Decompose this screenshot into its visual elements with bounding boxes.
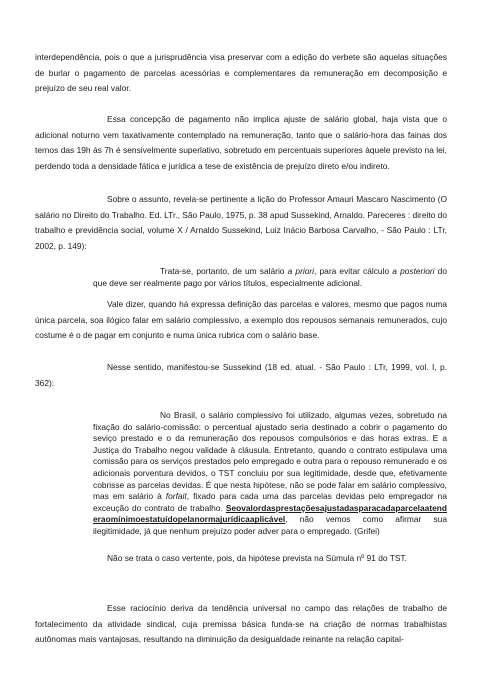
- quote-2-text-a: No Brasil, o salário complessivo foi utilizado, algumas vezes, sobretudo na fixação do salário-comissão: o percentual ajustado seria destinado a cobrir o pagamento do seviço prestado e o da remuneração dos repousos compulsórios e das horas extras. E a Justiça do Trabalho negou validade à cláusula. Entretanto, quando o contrato estipulava uma comissão para os serviços prestados pelo empregado e outra para o repouso remunerado e os adicionais porventura devidos, o TST concluiu por sua legitimidade, desde que, efetivamente cobrisse as parcelas devidas. É que nesta hipótese, não se pode falar em salário complessivo, mas em salário à: [93, 410, 447, 502]
- quote-1-italic-a-posteriori: a posteriori: [392, 266, 435, 276]
- quote-1-text-a: Trata-se, portanto, de um salário: [160, 266, 288, 276]
- paragraph-4: Vale dizer, quando há expressa definição das parcelas e valores, mesmo que pagos numa única parcela, soa ilógico falar em salário complessivo, a exemplo dos repousos semanais remunerados, cujo costume é o de pagar em conjunto e numa única rubrica com o salário base.: [35, 299, 447, 341]
- paragraph-7: Esse raciocínio deriva da tendência universal no campo das relações de trabalho de fortalecimento da atividade sindical, cuja premissa básica funda-se na criação de normas trabalhistas autônomas mais vantajosas, resultando na diminuição da desigualdade reinante na relação capital-: [35, 603, 447, 645]
- paragraph-2: Essa concepção de pagamento não implica ajuste de salário global, haja vista que o adicional noturno vem taxativamente contemplado na remuneração, tanto que o salário-hora das fainas dos ternos das 19h às 7h é sensivelmente superlativo, sobretudo em percentuais superiores àquele previsto na lei, perdendo toda a densidade fática e jurídica a tese de existência de prejuízo direto e/ou indireto.: [35, 114, 447, 171]
- paragraph-1: interdependência, pois o que a jurisprudência visa preservar com a edição do verbete são aquelas situações de burlar o pagamento de parcelas acessórias e complementares da remuneração em decomposição e prejuízo de seu real valor.: [35, 52, 447, 94]
- paragraph-6: Não se trata o caso vertente, pois, da hipótese prevista na Súmula nº 91 do TST.: [107, 553, 407, 563]
- block-quote-1: [93, 266, 447, 289]
- block-quote-2: [93, 410, 447, 538]
- quote-2-text-c: , fixado para cada uma das parcelas devidas pelo empregador na exceução do contrato de trabalho.: [93, 491, 447, 513]
- quote-2-text-e: , não vemos como afirmar sua ilegitimidade, já que nenhum prejuízo poder adver para o empregado. (Grifei): [93, 514, 447, 536]
- quote-1-text-c: , para evitar cálculo: [314, 266, 393, 276]
- quote-1-text-e: do que deve ser realmente pago por vários títulos, especialmente adicional.: [93, 266, 447, 288]
- quote-2-emphasis: Seovalordasprestaçõesajustadasparacadaparcelaatenderaomínimoestatuídopelanormajurídicaaplicável: [93, 502, 447, 525]
- paragraph-5: Nesse sentido, manifestou-se Sussekind (18 ed. atual. - São Paulo : LTr, 1999, vol. I, p. 362):: [35, 362, 447, 388]
- paragraph-3: Sobre o assunto, revela-se pertinente a lição do Professor Amauri Mascaro Nascimento (O salário no Direito do Trabalho. Ed. LTr., São Paulo, 1975, p. 38 apud Sussekind, Arnaldo. Pareceres : direito do trabalho e previdência social, volume X / Arnaldo Sussekind, Luiz Inácio Barbosa Carvalho, - São Paulo : LTr, 2002, p. 149):: [35, 194, 447, 251]
- quote-1-italic-a-priori: a priori: [287, 266, 315, 276]
- quote-2-italic-forfait: forfait: [165, 491, 187, 502]
